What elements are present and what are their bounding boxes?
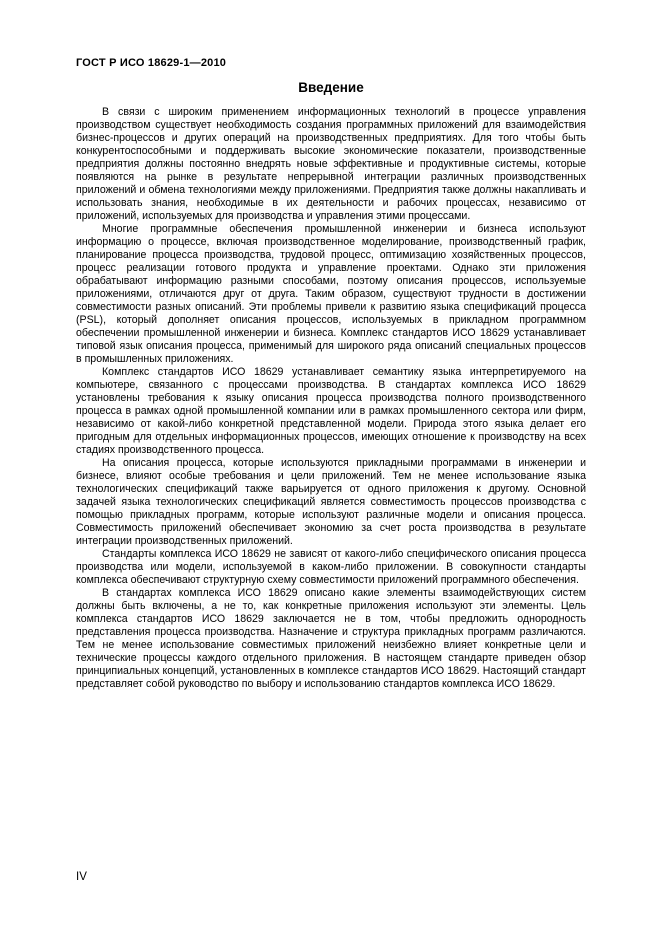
document-body: [76, 106, 586, 691]
paragraph-6: В стандартах комплекса ИСО 18629 описано какие элементы взаимодействующих систем должны быть включены, а не то, как конкретные приложения используют эти элементы. Цель комплекса стандартов ИСО 18629 заключается не в том, чтобы предложить однородность представления процесса производства. Назначение и структура прикладных программ различаются. Тем не менее использование совместимых приложений неизбежно влияет конкретные цели и технические процессы каждого отдельного приложения. В настоящем стандарте приведен обзор принципиальных концепций, установленных в комплексе стандартов ИСО 18629. Настоящий стандарт представляет собой руководство по выбору и использованию стандартов комплекса ИСО 18629.: [76, 587, 586, 690]
paragraph-3: Комплекс стандартов ИСО 18629 устанавливает семантику языка интерпретируемого на компьютере, связанного с процессами производства. В стандартах комплекса ИСО 18629 установлены требования к языку описания процесса производства полного производственного процесса в рамках одной промышленной компании или в рамках промышленного сектора или фирм, независимо от какой-либо конкретной представленной модели. Природа этого языка делает его пригодным для отдельных информационных процессов, имеющих отношение к производству на всех стадиях производственного процесса.: [76, 366, 586, 456]
document-designation: ГОСТ Р ИСО 18629-1—2010: [76, 57, 227, 69]
paragraph-1: В связи с широким применением информационных технологий в процессе управления производством существует необходимость создания программных приложений для взаимодействия бизнес-процессов и других операций на производственных предприятиях. Для того чтобы быть конкурентоспособными и поддерживать высокие экономические показатели, производственные предприятия должны постоянно внедрять новые эффективные и продуктивные системы, которые появляются на рынке в результате непрерывной интеграции различных производственных приложений и обмена технологиями между приложениями. Предприятия также должны накапливать и использовать знания, необходимые в их деятельности и рабочих процессах, независимо от приложений, используемых для производства и управления этими процессами.: [76, 106, 586, 222]
page-number: IV: [76, 871, 87, 883]
paragraph-4: На описания процесса, которые используются прикладными программами в инженерии и бизнесе, влияют особые требования и цели приложений. Тем не менее использование языка технологических спецификаций также варьируется от одного приложения к другому. Основной задачей языка технологических спецификаций является совместимость процессов производства с помощью прикладных программ, которые используют различные модели и описания процесса. Совместимость приложений обеспечивает экономию за счет роста производства в результате интеграции производственных приложений.: [76, 457, 586, 547]
section-title: Введение: [298, 80, 364, 95]
paragraph-5: Стандарты комплекса ИСО 18629 не зависят от какого-либо специфического описания процесса производства или модели, используемой в каком-либо приложении. В совокупности стандарты комплекса обеспечивают структурную схему совместимости приложений программного обеспечения.: [76, 548, 586, 586]
paragraph-2: Многие программные обеспечения промышленной инженерии и бизнеса используют информацию о процессе, включая производственное моделирование, производственный график, планирование процесса производства, трудовой процесс, оптимизацию хозяйственных процессов, процесс реализации готового продукта и управление проектами. Однако эти приложения обрабатывают информацию разными способами, поэтому описания процессов, используемые приложениями, отличаются друг от друга. Таким образом, существуют трудности в достижении совместимости разных описаний. Эти проблемы привели к развитию языка спецификаций процесса (PSL), который дополняет описания процессов, используемых в прикладном программном обеспечении промышленной инженерии и бизнеса. Комплекс стандартов ИСО 18629 устанавливает типовой язык описания процесса, применимый для широкого ряда описаний специальных процессов в промышленных приложениях.: [76, 223, 586, 365]
